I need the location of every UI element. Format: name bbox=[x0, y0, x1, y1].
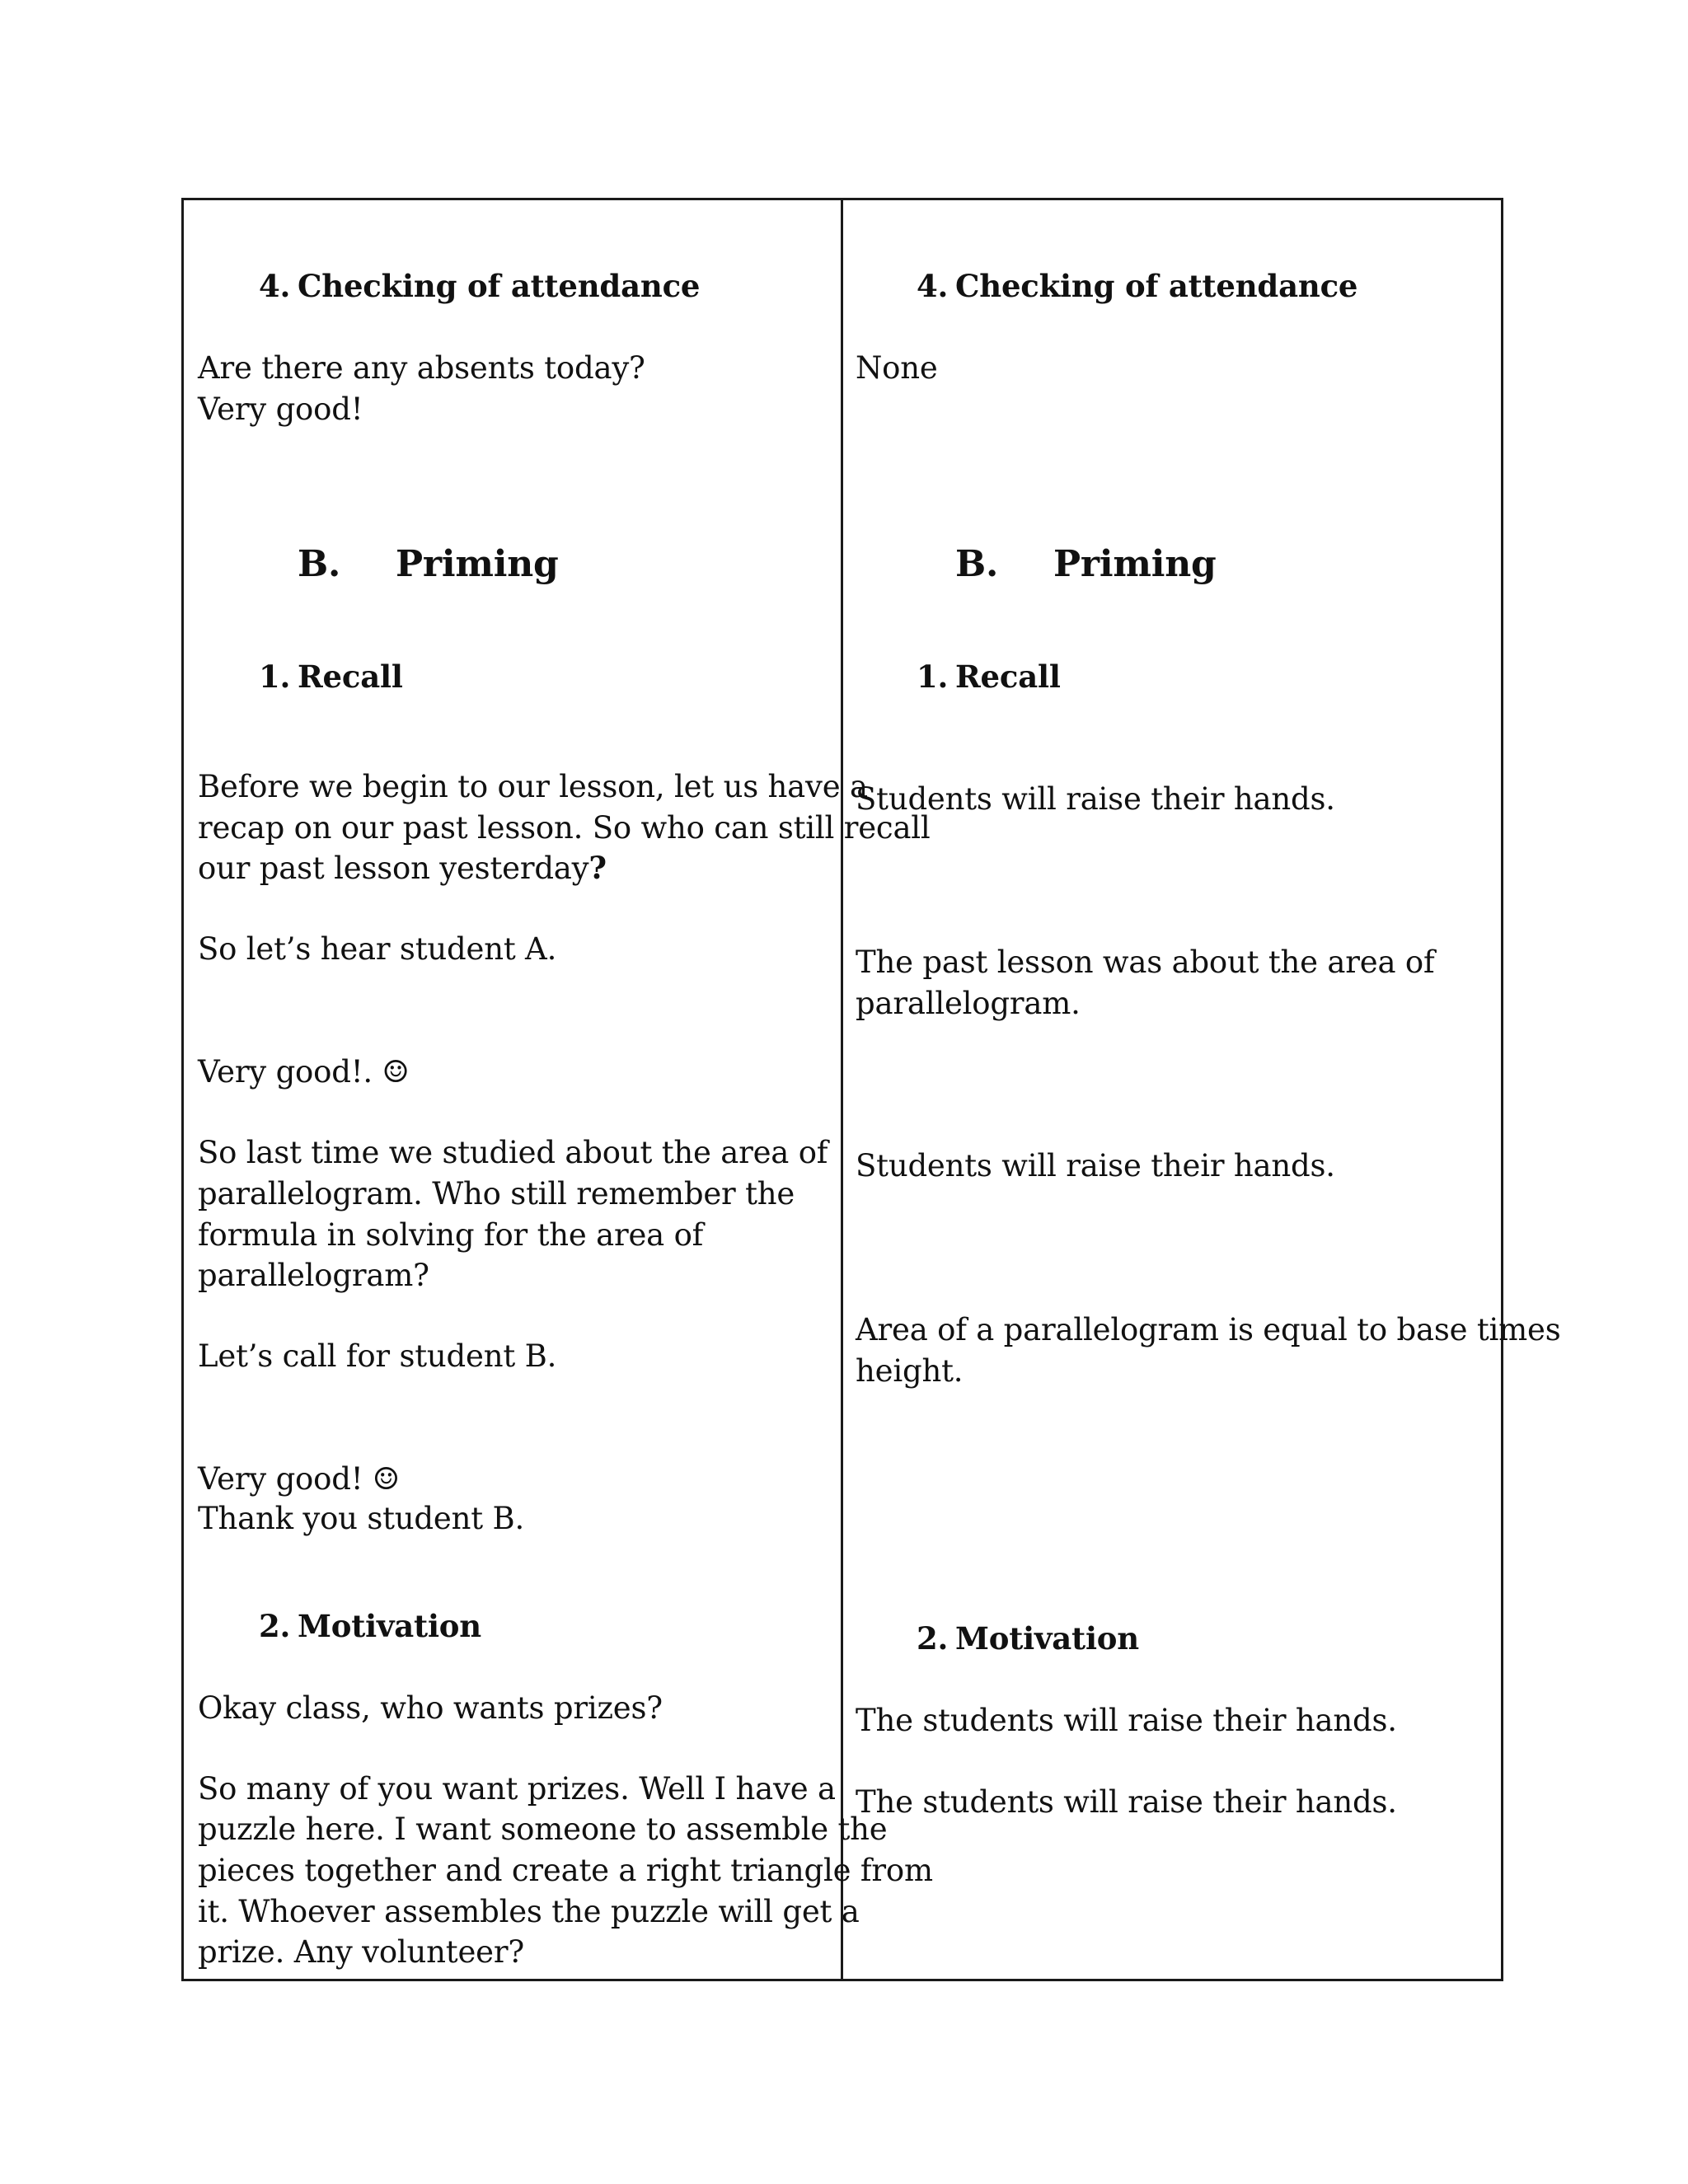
left-recall2-line-1: So last time we studied about the area of bbox=[198, 1135, 828, 1170]
left-attendance-heading-number: 4. bbox=[259, 268, 291, 304]
left-call-student-a: So let’s hear student A. bbox=[198, 931, 557, 967]
left-call-student-b: Let’s call for student B. bbox=[198, 1338, 557, 1374]
right-recall-number: 1. bbox=[917, 658, 949, 695]
left-section-letter: B. bbox=[298, 543, 341, 585]
right-answer-a-line-1: The past lesson was about the area of bbox=[856, 944, 1435, 980]
left-recall-line-1: Before we begin to our lesson, let us have a bbox=[198, 769, 868, 804]
left-thanks-student-b: Thank you student B. bbox=[198, 1501, 525, 1536]
right-answer-b-line-2: height. bbox=[856, 1353, 964, 1389]
left-recall-line-2: recap on our past lesson. So who can still recall bbox=[198, 810, 931, 846]
left-recall2-line-3: formula in solving for the area of bbox=[198, 1217, 704, 1253]
right-raise-hands-1: Students will raise their hands. bbox=[856, 781, 1335, 817]
left-puzzle-line-2: puzzle here. I want someone to assemble the bbox=[198, 1811, 888, 1847]
left-recall2-line-2: parallelogram. Who still remember the bbox=[198, 1176, 795, 1212]
column-divider bbox=[841, 198, 843, 1981]
left-puzzle-line-1: So many of you want prizes. Well I have a bbox=[198, 1771, 836, 1807]
right-motivation-number: 2. bbox=[917, 1620, 949, 1657]
left-praise-student-b: Very good! ☺ bbox=[198, 1461, 400, 1497]
left-attendance-praise: Very good! bbox=[198, 391, 363, 427]
left-recall2-line-4: parallelogram? bbox=[198, 1258, 429, 1293]
left-recall-number: 1. bbox=[259, 658, 291, 695]
left-motivation-title: Motivation bbox=[298, 1608, 481, 1644]
right-section-title: Priming bbox=[1053, 543, 1217, 585]
right-attendance-heading-number: 4. bbox=[917, 268, 949, 304]
right-raise-hands-2: Students will raise their hands. bbox=[856, 1148, 1335, 1183]
left-puzzle-line-3: pieces together and create a right triangle from bbox=[198, 1853, 933, 1888]
left-praise-student-a: Very good!. ☺ bbox=[198, 1054, 410, 1090]
right-recall-title: Recall bbox=[955, 658, 1061, 695]
right-attendance-answer: None bbox=[856, 350, 938, 386]
left-prizes-question: Okay class, who wants prizes? bbox=[198, 1690, 663, 1726]
left-puzzle-line-4: it. Whoever assembles the puzzle will get a bbox=[198, 1894, 860, 1929]
right-section-letter: B. bbox=[955, 543, 999, 585]
right-answer-a-line-2: parallelogram. bbox=[856, 986, 1081, 1021]
right-raise-hands-3: The students will raise their hands. bbox=[856, 1703, 1397, 1738]
left-recall-title: Recall bbox=[298, 658, 403, 695]
right-answer-b-line-1: Area of a parallelogram is equal to base times bbox=[856, 1312, 1561, 1347]
left-recall-line-3: our past lesson yesterday? bbox=[198, 850, 607, 886]
right-motivation-title: Motivation bbox=[955, 1620, 1139, 1657]
left-attendance-question: Are there any absents today? bbox=[198, 350, 645, 386]
right-raise-hands-4: The students will raise their hands. bbox=[856, 1784, 1397, 1820]
left-section-title: Priming bbox=[396, 543, 559, 585]
right-attendance-heading: Checking of attendance bbox=[955, 268, 1358, 304]
left-puzzle-line-5: prize. Any volunteer? bbox=[198, 1934, 524, 1970]
left-motivation-number: 2. bbox=[259, 1608, 291, 1644]
left-attendance-heading: Checking of attendance bbox=[298, 268, 701, 304]
